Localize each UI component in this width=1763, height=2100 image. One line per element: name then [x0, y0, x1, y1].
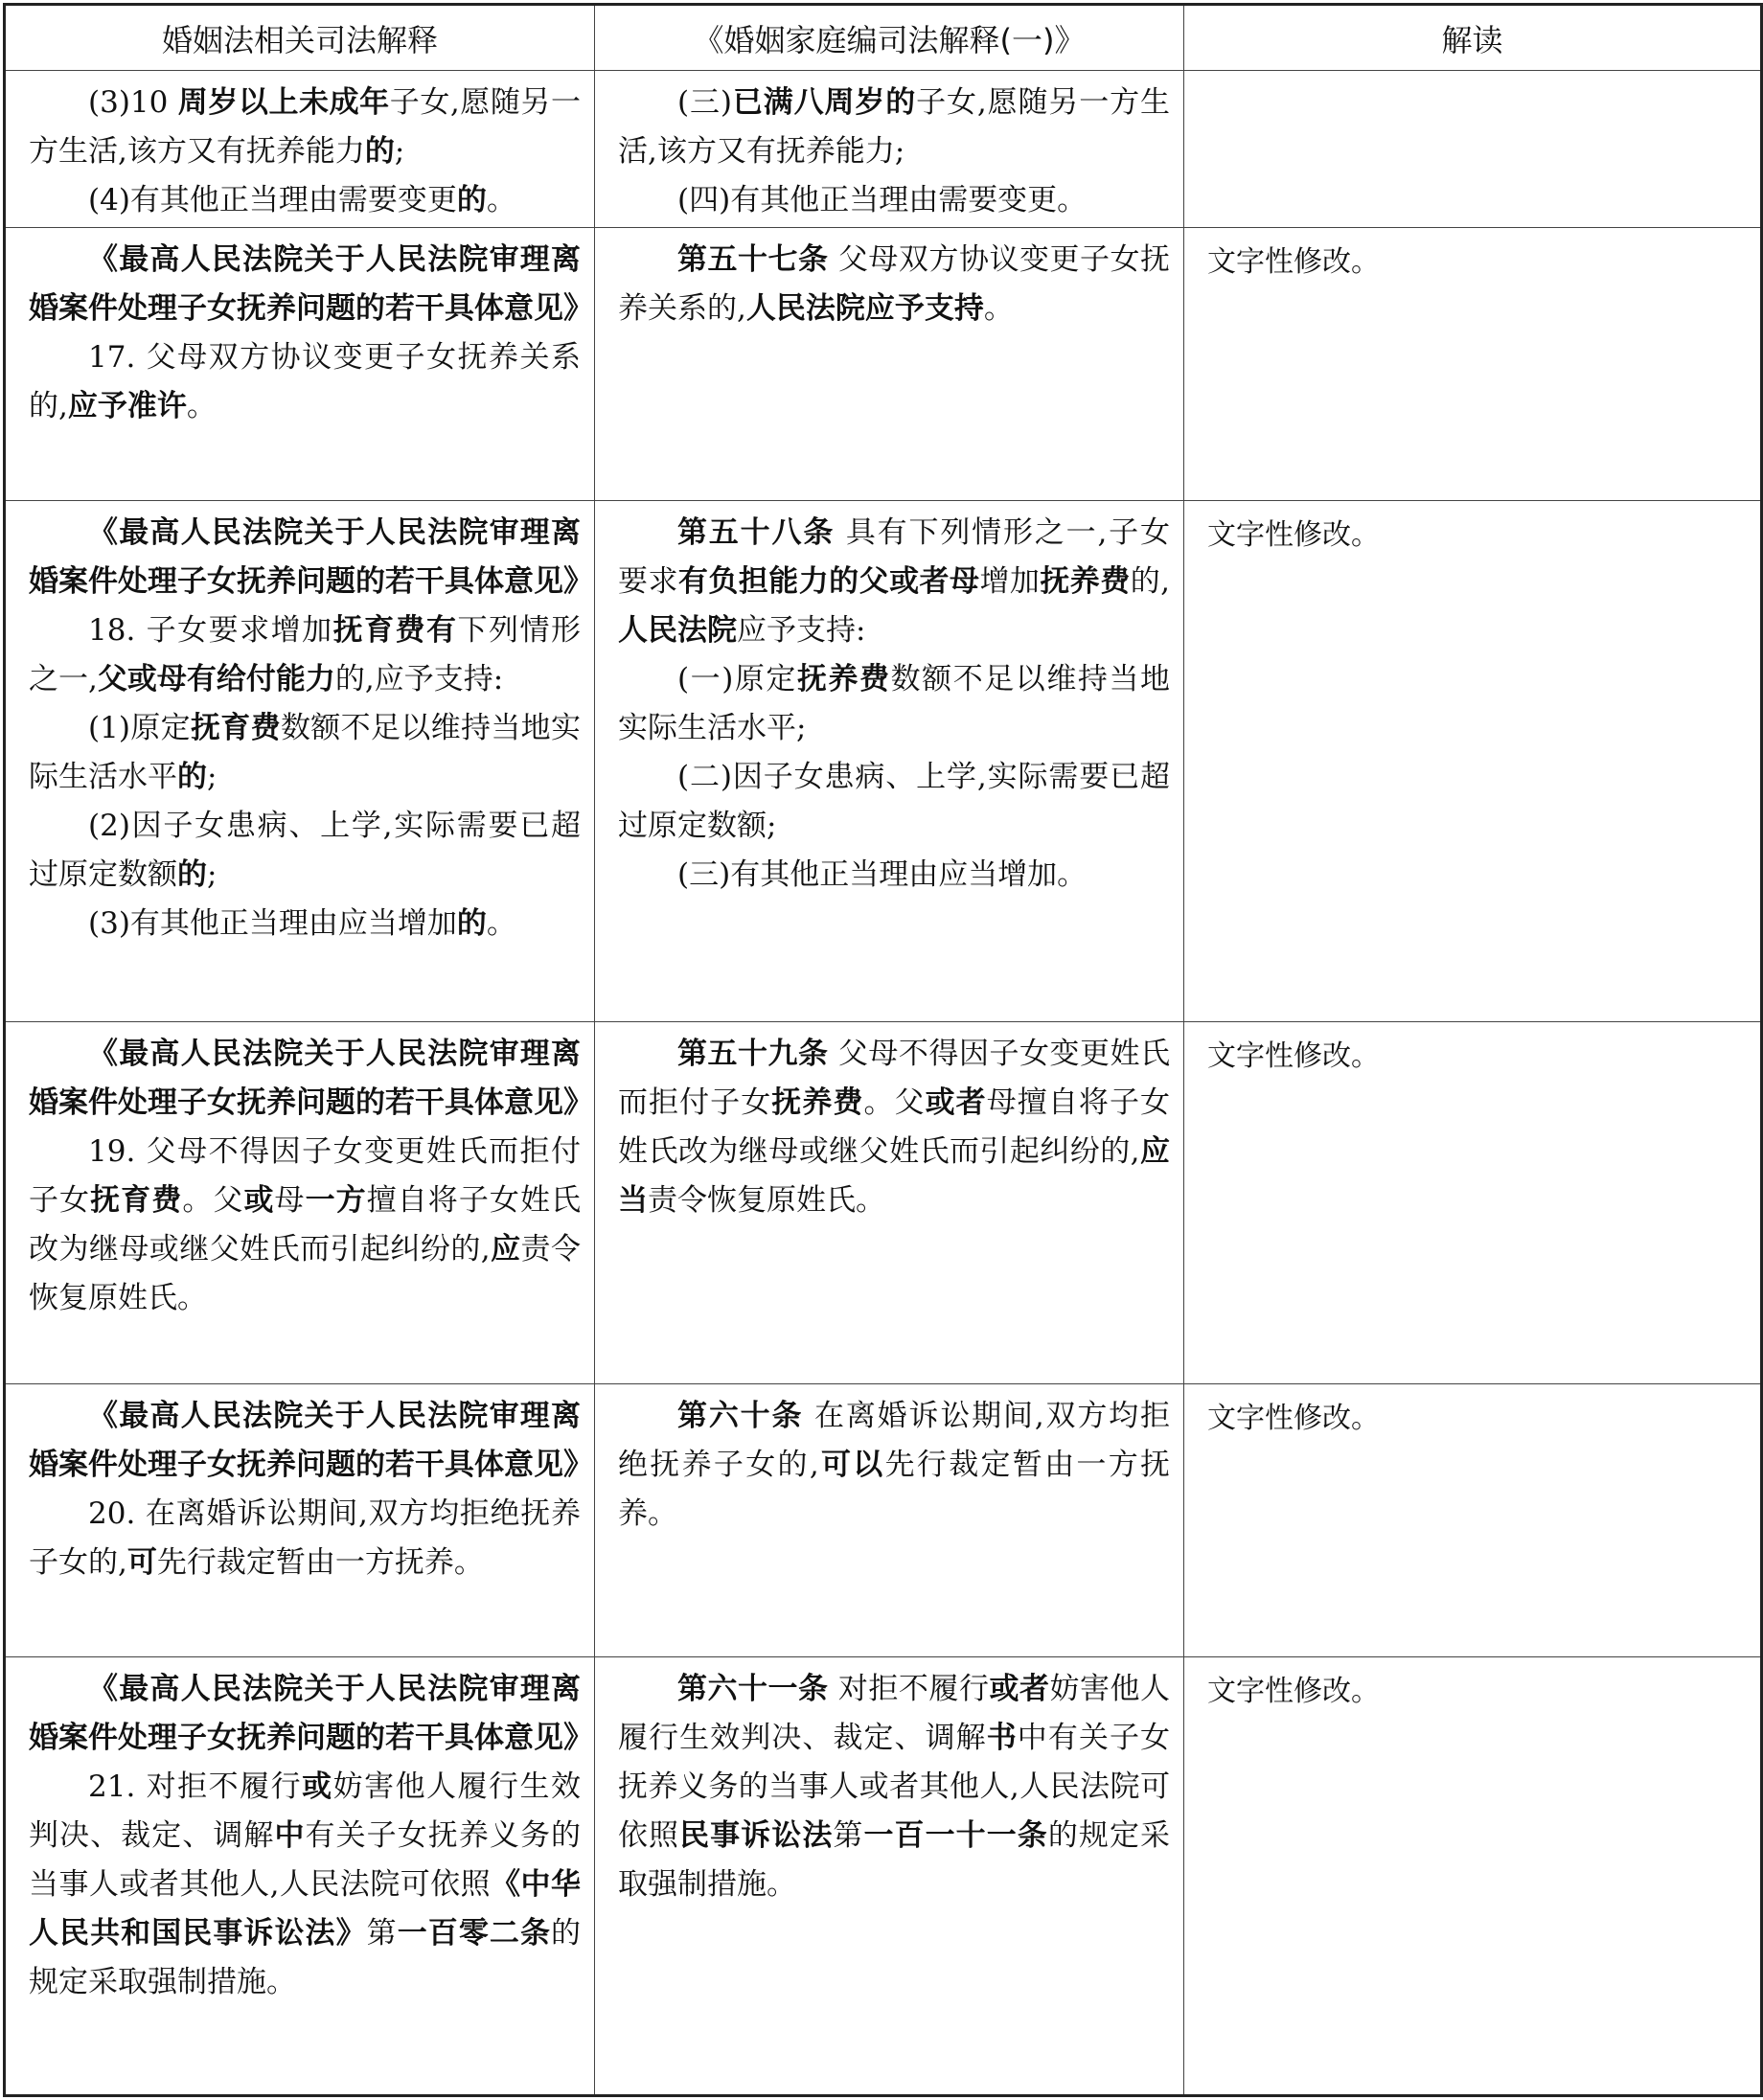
emphasized-text: 应	[490, 1232, 521, 1267]
commentary-cell	[1184, 228, 1762, 501]
provision-paragraph	[29, 509, 593, 606]
old-provision-cell	[5, 1384, 595, 1657]
emphasized-text: 抚育费	[90, 1183, 183, 1218]
emphasized-text: 已满八周岁的	[731, 85, 917, 120]
emphasized-text: 《最高人民法院关于人民法院审理离婚案件处理子女抚养问题的若干具体意见》	[29, 1399, 593, 1482]
commentary-text: 文字性修改。	[1207, 245, 1380, 279]
provision-paragraph: 18. 子女要求增加抚育费有下列情形之一,父或母有给付能力的,应予支持:	[29, 613, 582, 696]
emphasized-text: 人民法院应予支持	[745, 291, 984, 326]
commentary-cell	[1184, 71, 1762, 228]
table-row	[5, 1384, 1762, 1657]
emphasized-text: 或者	[989, 1672, 1050, 1706]
emphasized-text: 第五十七条	[677, 242, 829, 277]
provision-paragraph: 第五十九条 父母不得因子女变更姓氏而拒付子女抚养费。父或者母擅自将子女姓氏改为继母或继父姓氏而引起纠纷的,应当责令恢复原姓氏。	[618, 1037, 1171, 1218]
provision-paragraph: 第五十八条 具有下列情形之一,子女要求有负担能力的父或者母增加抚养费的,人民法院应予支持:	[618, 515, 1171, 648]
emphasized-text: 抚育费	[190, 711, 281, 745]
provision-paragraph: (1)原定抚育费数额不足以维持当地实际生活水平的;	[29, 711, 581, 794]
emphasized-text: 第五十九条	[677, 1037, 829, 1071]
provision-paragraph: (2)因子女患病、上学,实际需要已超过原定数额的;	[29, 809, 581, 892]
new-provision-cell	[595, 501, 1184, 1022]
table-row	[5, 71, 1762, 228]
emphasized-text: 或	[302, 1769, 333, 1804]
emphasized-text: 第六十一条	[677, 1672, 829, 1706]
emphasized-text: 民事诉讼法	[679, 1818, 834, 1853]
old-provision-cell	[5, 1022, 595, 1384]
commentary-text: 文字性修改。	[1207, 518, 1380, 552]
emphasized-text: 《中华人民共和国民事诉讼法》	[29, 1867, 581, 1951]
emphasized-text: 或者	[925, 1085, 987, 1120]
provision-paragraph: (3)10 周岁以上未成年子女,愿随另一方生活,该方又有抚养能力的;	[29, 85, 581, 169]
provision-paragraph: (三)有其他正当理由应当增加。	[677, 857, 1088, 892]
new-provision-cell	[595, 228, 1184, 501]
header-new-interpretation: 《婚姻家庭编司法解释(一)》	[595, 5, 1184, 71]
commentary-text: 文字性修改。	[1207, 1039, 1380, 1073]
table-row	[5, 1022, 1762, 1384]
emphasized-text: 应当	[618, 1134, 1170, 1218]
emphasized-text: 一百一十一条	[863, 1818, 1048, 1853]
emphasized-text: 抚育费有	[332, 613, 458, 648]
emphasized-text: 父或母有给付能力	[97, 662, 335, 696]
provision-paragraph: (二)因子女患病、上学,实际需要已超过原定数额;	[618, 760, 1170, 843]
provision-paragraph: 第五十七条 父母双方协议变更子女抚养关系的,人民法院应予支持。	[618, 242, 1170, 326]
emphasized-text: 或	[243, 1183, 275, 1218]
emphasized-text: 一百零二条	[397, 1916, 552, 1951]
commentary-text	[1184, 71, 1760, 82]
provision-paragraph: (4)有其他正当理由需要变更的。	[88, 183, 516, 217]
emphasized-text: 《最高人民法院关于人民法院审理离婚案件处理子女抚养问题的若干具体意见》	[29, 1672, 593, 1755]
provision-paragraph	[29, 236, 593, 333]
emphasized-text: 《最高人民法院关于人民法院审理离婚案件处理子女抚养问题的若干具体意见》	[29, 1037, 593, 1120]
provision-paragraph: (三)已满八周岁的子女,愿随另一方生活,该方又有抚养能力;	[618, 85, 1170, 169]
header-commentary: 解读	[1184, 5, 1762, 71]
comparison-table	[3, 3, 1763, 2097]
emphasized-text: 有负担能力的父或者母	[677, 564, 980, 599]
emphasized-text: 抚养费	[796, 662, 891, 696]
provision-paragraph: 第六十一条 对拒不履行或者妨害他人履行生效判决、裁定、调解书中有关子女抚养义务的当事人或者其他人,人民法院可依照民事诉讼法第一百一十一条的规定采取强制措施。	[618, 1672, 1171, 1902]
old-provision-cell	[5, 501, 595, 1022]
new-provision-cell	[595, 1022, 1184, 1384]
old-provision-cell	[5, 1657, 595, 2096]
table-row	[5, 1657, 1762, 2096]
new-provision-cell	[595, 71, 1184, 228]
emphasized-text: 抚养费	[771, 1085, 864, 1120]
provision-paragraph: 20. 在离婚诉讼期间,双方均拒绝抚养子女的,可先行裁定暂由一方抚养。	[29, 1496, 581, 1580]
commentary-text: 文字性修改。	[1207, 1402, 1380, 1435]
emphasized-text: 第六十条	[677, 1399, 804, 1433]
commentary-cell	[1184, 1384, 1762, 1657]
provision-paragraph: (一)原定抚养费数额不足以维持当地实际生活水平;	[618, 662, 1170, 745]
emphasized-text: 《最高人民法院关于人民法院审理离婚案件处理子女抚养问题的若干具体意见》	[29, 515, 593, 599]
emphasized-text: 中	[274, 1818, 306, 1853]
old-provision-cell	[5, 71, 595, 228]
new-provision-cell	[595, 1384, 1184, 1657]
provision-paragraph	[29, 1392, 593, 1490]
table-row	[5, 501, 1762, 1022]
commentary-cell	[1184, 501, 1762, 1022]
emphasized-text: 周岁以上未成年	[177, 85, 390, 120]
commentary-cell	[1184, 1657, 1762, 2096]
provision-paragraph: 19. 父母不得因子女变更姓氏而拒付子女抚育费。父或母一方擅自将子女姓氏改为继母或继父姓氏而引起纠纷的,应责令恢复原姓氏。	[29, 1134, 582, 1315]
commentary-text: 文字性修改。	[1207, 1675, 1380, 1708]
provision-paragraph: 第六十条 在离婚诉讼期间,双方均拒绝抚养子女的,可以先行裁定暂由一方抚养。	[618, 1399, 1171, 1531]
emphasized-text: 可	[126, 1545, 157, 1580]
emphasized-text: 人民法院	[618, 613, 737, 648]
emphasized-text: 的	[364, 134, 395, 169]
emphasized-text: 第五十八条	[677, 515, 836, 550]
emphasized-text: 一方	[305, 1183, 367, 1218]
emphasized-text: 的	[456, 183, 487, 217]
emphasized-text: 《最高人民法院关于人民法院审理离婚案件处理子女抚养问题的若干具体意见》	[29, 242, 593, 326]
header-row	[5, 5, 1762, 71]
emphasized-text: 书	[986, 1721, 1018, 1755]
new-provision-cell	[595, 1657, 1184, 2096]
emphasized-text: 可以	[818, 1448, 885, 1482]
table-row	[5, 228, 1762, 501]
emphasized-text: 的	[177, 760, 207, 794]
provision-paragraph: 17. 父母双方协议变更子女抚养关系的,应予准许。	[29, 340, 581, 423]
emphasized-text: 应予准许	[67, 389, 187, 423]
header-old-interpretation: 婚姻法相关司法解释	[5, 5, 595, 71]
emphasized-text: 的	[177, 857, 207, 892]
provision-paragraph: 21. 对拒不履行或妨害他人履行生效判决、裁定、调解中有关子女抚养义务的当事人或者其他人,人民法院可依照《中华人民共和国民事诉讼法》第一百零二条的规定采取强制措施。	[29, 1769, 582, 1999]
old-provision-cell	[5, 228, 595, 501]
provision-paragraph: (3)有其他正当理由应当增加的。	[88, 906, 516, 941]
provision-paragraph	[29, 1665, 593, 1763]
emphasized-text: 抚养费	[1040, 564, 1131, 599]
provision-paragraph	[29, 1030, 593, 1128]
emphasized-text: 的	[456, 906, 487, 941]
commentary-cell	[1184, 1022, 1762, 1384]
provision-paragraph: (四)有其他正当理由需要变更。	[677, 183, 1088, 217]
